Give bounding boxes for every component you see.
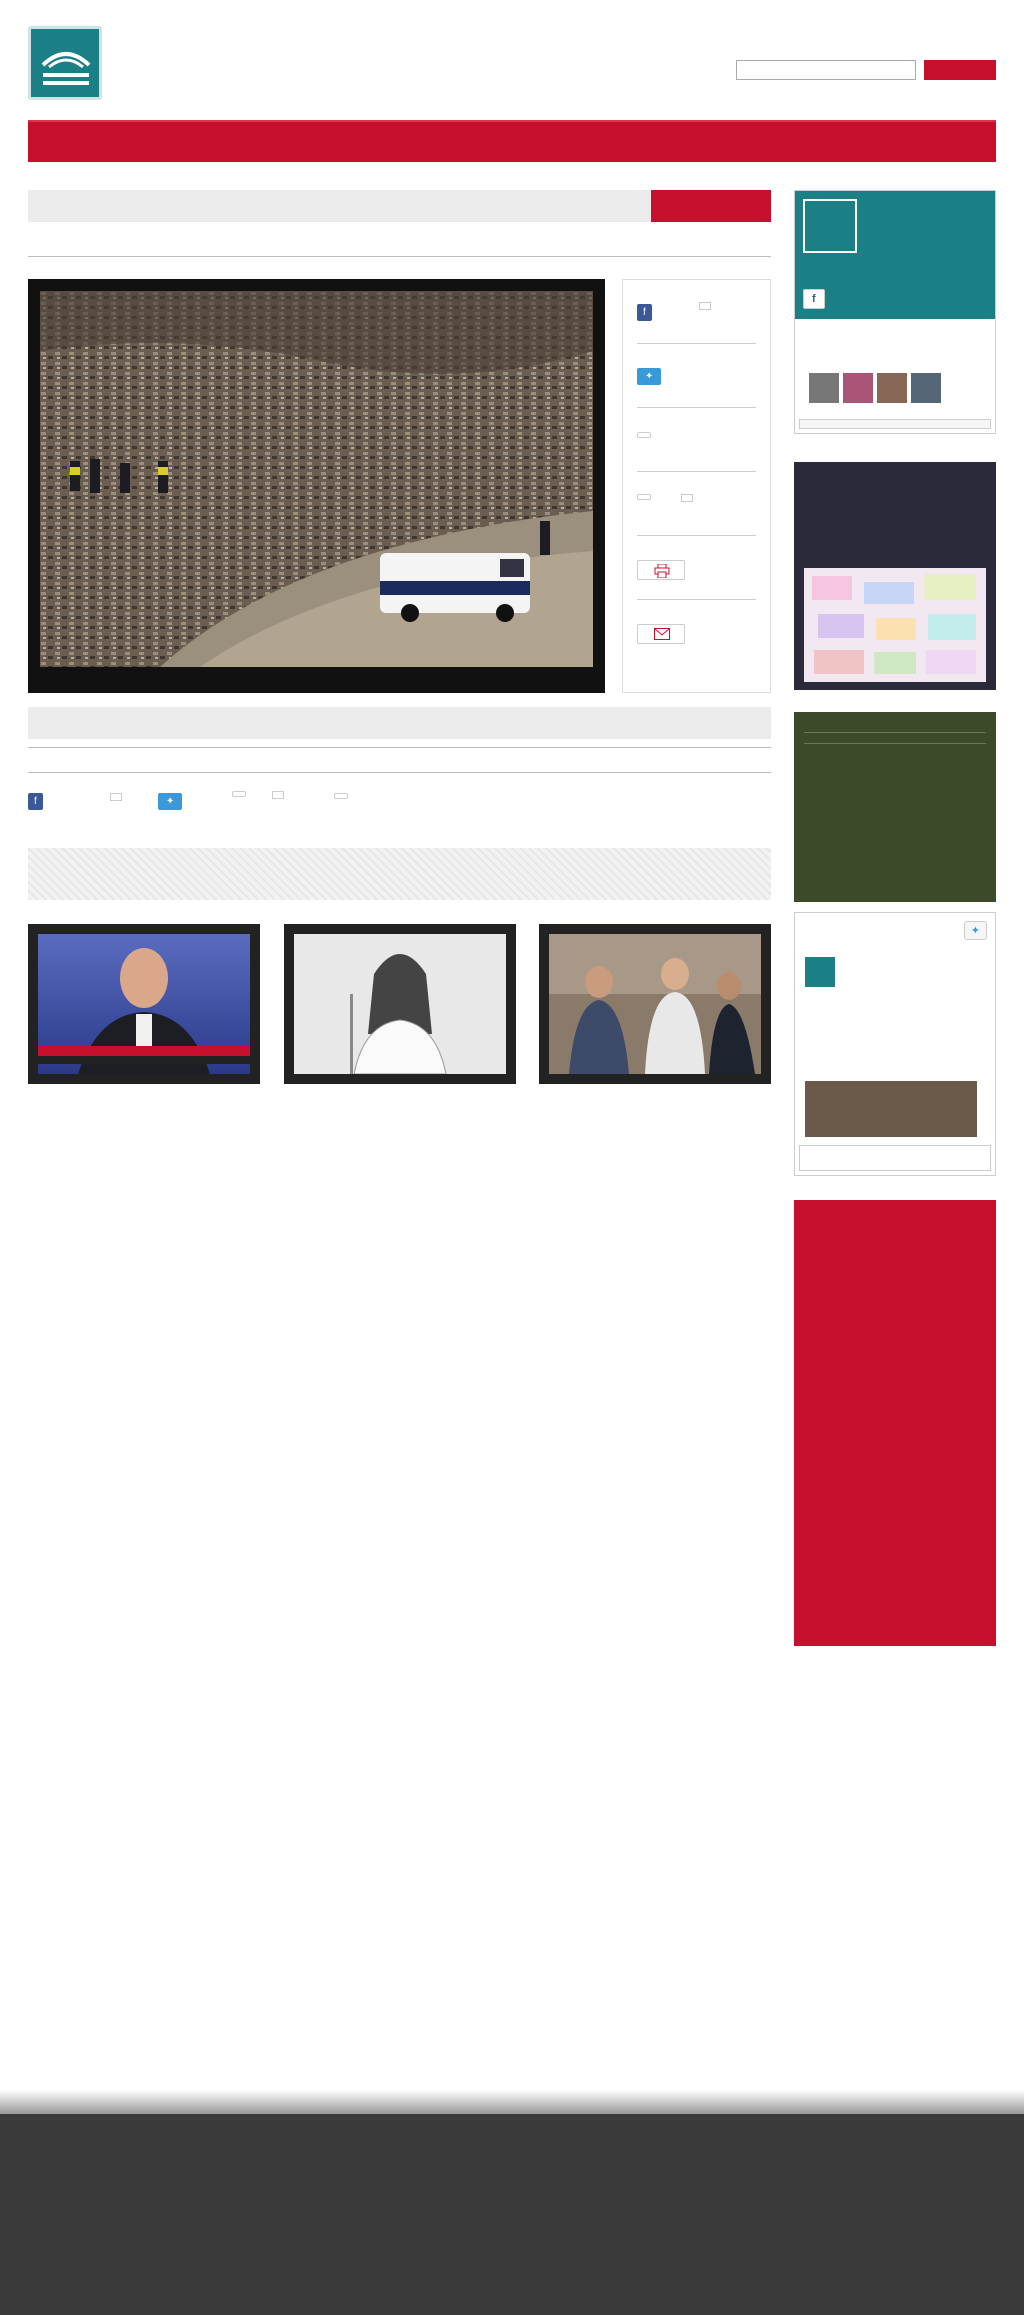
email-icon — [654, 628, 670, 640]
logo-icon[interactable] — [28, 26, 102, 100]
facebook-faces — [809, 373, 941, 403]
share-row-email — [637, 600, 756, 664]
article-photo[interactable] — [28, 279, 605, 693]
article-author — [28, 707, 771, 739]
facebook-like-button[interactable] — [28, 793, 43, 810]
facebook-like-page-button[interactable] — [803, 289, 825, 309]
share-row-twitter — [637, 344, 756, 408]
avatar[interactable] — [843, 373, 873, 403]
twitter-icon: ✦ — [166, 796, 175, 807]
especiales-image[interactable] — [804, 568, 986, 682]
site-footer — [0, 2114, 1024, 2315]
tweet-to-input[interactable] — [799, 1145, 991, 1171]
article-media — [28, 279, 771, 693]
twitter-icon: ✦ — [645, 371, 654, 382]
divider — [28, 747, 771, 748]
article — [28, 190, 771, 1164]
facebook-icon: f — [34, 796, 37, 807]
google-plus-button[interactable] — [232, 791, 246, 797]
divider — [804, 732, 986, 733]
especiales-widget — [794, 462, 996, 690]
facebook-count — [699, 302, 711, 310]
avatar[interactable] — [911, 373, 941, 403]
pinterest-button[interactable] — [637, 432, 651, 438]
horizontal-scrollbar[interactable] — [799, 419, 991, 429]
print-icon — [654, 564, 670, 578]
facebook-like-button[interactable] — [637, 304, 652, 321]
related-thumb[interactable] — [539, 924, 771, 1084]
tweet-image[interactable] — [805, 1081, 977, 1137]
tags — [28, 236, 771, 248]
twitter-icon: ✦ — [970, 925, 980, 937]
tweet-button[interactable] — [158, 793, 182, 810]
facebook-widget — [794, 190, 996, 434]
related-grid — [28, 924, 771, 1164]
recommended-heading — [794, 712, 996, 722]
especiales-title[interactable] — [794, 472, 996, 478]
google-plus-count — [681, 494, 693, 502]
related-item[interactable] — [539, 924, 771, 1104]
most-read-heading — [794, 1200, 996, 1210]
related-heading — [28, 848, 771, 900]
most-read-widget — [794, 1200, 996, 1646]
pinterest-button[interactable] — [334, 793, 348, 799]
main-nav — [28, 120, 996, 162]
share-bar-bottom — [28, 772, 771, 828]
share-row-facebook — [637, 280, 756, 344]
site-header — [28, 18, 996, 104]
avatar[interactable] — [877, 373, 907, 403]
search-button[interactable] — [924, 60, 996, 80]
facebook-page-logo-icon[interactable] — [803, 199, 857, 253]
facebook-icon: f — [643, 307, 646, 318]
twitter-widget — [794, 912, 996, 1176]
related-item[interactable] — [28, 924, 260, 1104]
share-row-google — [637, 472, 756, 536]
sidebar — [794, 190, 996, 1646]
google-plus-count — [272, 791, 284, 799]
email-button[interactable] — [637, 624, 685, 644]
especiales-heading — [794, 462, 996, 472]
divider — [804, 743, 986, 744]
police-van — [380, 553, 530, 622]
print-button[interactable] — [637, 560, 685, 580]
related-item[interactable] — [284, 924, 516, 1104]
footer-gradient — [0, 2090, 1024, 2114]
divider — [28, 256, 771, 257]
related-thumb[interactable] — [284, 924, 516, 1084]
related-thumb[interactable] — [28, 924, 260, 1084]
facebook-cover[interactable] — [795, 191, 995, 319]
recommended-widget — [794, 712, 996, 902]
google-plus-button[interactable] — [637, 494, 651, 500]
share-row-pinterest — [637, 408, 756, 472]
tweet-button[interactable] — [637, 368, 661, 385]
share-row-print — [637, 536, 756, 600]
tweet-avatar[interactable] — [805, 957, 835, 987]
avatar[interactable] — [809, 373, 839, 403]
facebook-icon: f — [812, 293, 816, 305]
article-meta — [28, 190, 771, 222]
facebook-count — [110, 793, 122, 801]
share-panel — [622, 279, 771, 693]
search-input[interactable] — [736, 60, 916, 80]
twitter-follow-button[interactable] — [964, 921, 987, 940]
section-badge[interactable] — [651, 190, 771, 222]
